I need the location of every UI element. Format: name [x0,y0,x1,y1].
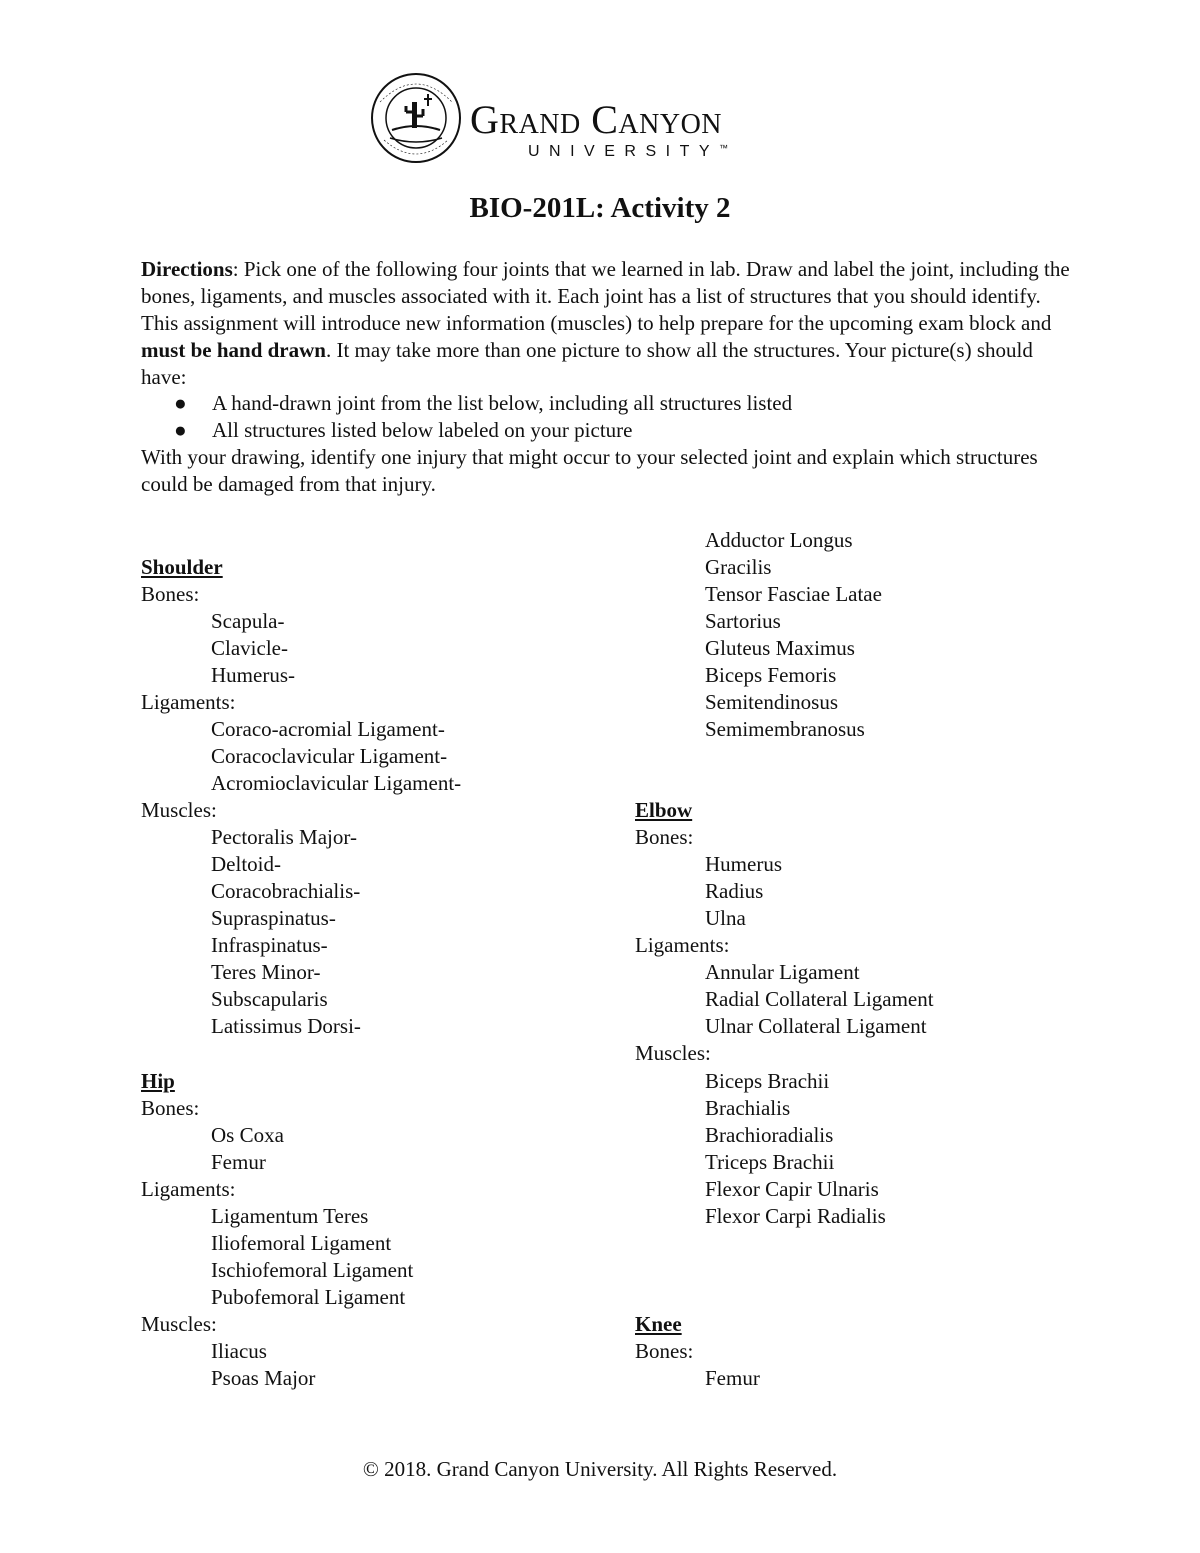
elbow-ligaments-label: Ligaments: [635,933,730,957]
list-item: Iliacus [211,1339,267,1363]
list-item: Femur [705,1366,760,1390]
list-item: Iliofemoral Ligament [211,1231,392,1255]
knee-heading: Knee [635,1312,682,1336]
hip-muscles-label: Muscles: [141,1312,217,1336]
list-item: Scapula- [211,609,285,633]
list-item: Ulnar Collateral Ligament [705,1014,927,1038]
shoulder-bones-label: Bones: [141,582,200,606]
directions-bullet: A hand-drawn joint from the list below, including all structures listed [212,391,793,415]
elbow-muscles-label: Muscles: [635,1041,711,1065]
list-item: Triceps Brachii [705,1150,835,1174]
directions-closing: With your drawing, identify one injury that might occur to your selected joint and explain which structures could be damaged from that injury. [141,445,1038,496]
hip-ligaments-label: Ligaments: [141,1177,236,1201]
list-item: Coracoclavicular Ligament- [211,744,448,768]
bullet-icon: ● [174,391,187,415]
list-item: Humerus [705,852,782,876]
list-item: Infraspinatus- [211,933,328,957]
list-item: Semimembranosus [705,717,865,741]
list-item: Clavicle- [211,636,288,660]
list-item: Subscapularis [211,987,328,1011]
list-item: Acromioclavicular Ligament- [211,771,462,795]
list-item: Pectoralis Major- [211,825,357,849]
page-title: BIO-201L: Activity 2 [469,192,731,224]
list-item: Deltoid- [211,852,281,876]
list-item: Adductor Longus [705,528,853,552]
list-item: Brachioradialis [705,1123,834,1147]
shoulder-ligaments-label: Ligaments: [141,690,236,714]
university-seal-icon [370,72,462,164]
shoulder-heading: Shoulder [141,555,223,579]
list-item: Ischiofemoral Ligament [211,1258,414,1282]
list-item: Coraco-acromial Ligament- [211,717,445,741]
bullet-icon: ● [174,418,187,442]
list-item: Sartorius [705,609,781,633]
logo-wordmark-sub: UNIVERSITY™ [528,143,729,160]
elbow-bones-label: Bones: [635,825,694,849]
list-item: Psoas Major [211,1366,316,1390]
list-item: Os Coxa [211,1123,284,1147]
directions-emphasis: must be hand drawn [141,338,326,362]
list-item: Supraspinatus- [211,906,336,930]
list-item: Biceps Femoris [705,663,837,687]
gcu-logo [370,72,790,164]
directions-label: Directions [141,257,233,281]
list-item: Coracobrachialis- [211,879,361,903]
logo-wordmark: Grand Canyon [470,97,723,142]
elbow-heading: Elbow [635,798,693,822]
list-item: Latissimus Dorsi- [211,1014,361,1038]
list-item: Femur [211,1150,266,1174]
hip-bones-label: Bones: [141,1096,200,1120]
list-item: Tensor Fasciae Latae [705,582,882,606]
list-item: Gracilis [705,555,772,579]
list-item: Gluteus Maximus [705,636,855,660]
list-item: Flexor Capir Ulnaris [705,1177,879,1201]
list-item: Radius [705,879,764,903]
hip-heading: Hip [141,1069,175,1093]
list-item: Flexor Carpi Radialis [705,1204,886,1228]
list-item: Ulna [705,906,746,930]
directions-paragraph: Directions: Pick one of the following four joints that we learned in lab. Draw and label the joint, including the bones, ligaments, and muscles associated with it. Each joint has a list of structures that you should identify. This assignment will introduce new information (muscles) to help prepare for the upcoming exam block and must be hand drawn. It may take more than one picture to show all the structures. Your picture(s) should have: [141,257,1070,389]
list-item: Ligamentum Teres [211,1204,369,1228]
list-item: Brachialis [705,1096,791,1120]
copyright-footer: © 2018. Grand Canyon University. All Rights Reserved. [362,1457,838,1481]
shoulder-muscles-label: Muscles: [141,798,217,822]
list-item: Pubofemoral Ligament [211,1285,406,1309]
list-item: Semitendinosus [705,690,839,714]
list-item: Radial Collateral Ligament [705,987,934,1011]
list-item: Teres Minor- [211,960,321,984]
knee-bones-label: Bones: [635,1339,694,1363]
list-item: Humerus- [211,663,295,687]
list-item: Biceps Brachii [705,1069,830,1093]
list-item: Annular Ligament [705,960,860,984]
directions-bullet: All structures listed below labeled on your picture [212,418,633,442]
trademark-symbol: ™ [719,143,729,153]
